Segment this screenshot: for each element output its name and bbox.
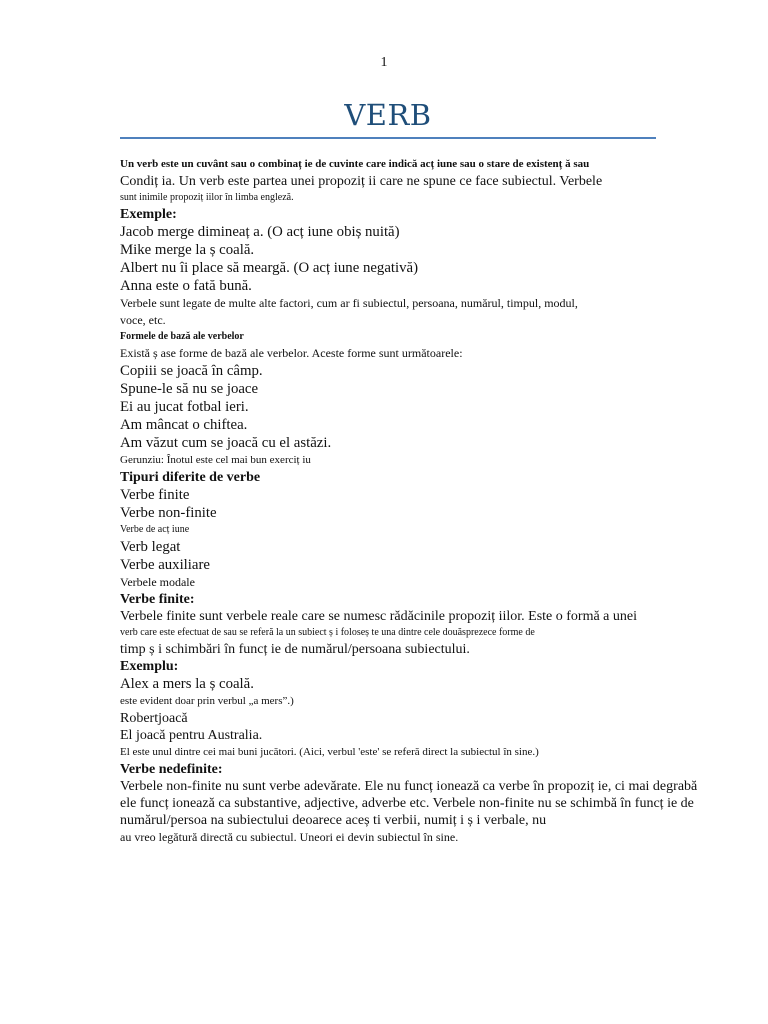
body-line: Verbe nedefinite:: [120, 762, 223, 777]
body-line: Exemplu:: [120, 659, 179, 674]
page-title: VERB: [344, 98, 432, 132]
body-line: Verbe de acț iune: [120, 524, 190, 535]
body-line: Am mâncat o chiftea.: [120, 417, 248, 433]
body-line: Verbe non-finite: [120, 505, 217, 521]
body-line: Verbele sunt legate de multe alte factori, cum ar fi subiectul, persoana, numărul, timpul, modul,: [120, 296, 578, 310]
body-line: ele funcț ionează ca substantive, adjective, adverbe etc. Verbele non-finite nu se schimbă în funcț ie de: [120, 796, 694, 811]
body-line: Condiț ia. Un verb este partea unei propoziț ii care ne spune ce face subiectul. Verbele: [120, 174, 603, 189]
body-line: sunt inimile propoziț iilor în limba engleză.: [120, 192, 294, 203]
body-line: Ei au jucat fotbal ieri.: [120, 399, 249, 415]
body-line: Tipuri diferite de verbe: [120, 470, 261, 485]
body-line: Gerunziu: Înotul este cel mai bun exerciț iu: [120, 454, 311, 466]
body-line: Copiii se joacă în câmp.: [120, 363, 263, 379]
body-line: Anna este o fată bună.: [120, 278, 252, 294]
body-line: Verbele finite sunt verbele reale care se numesc rădăcinile propoziț iilor. Este o formă a unei: [120, 609, 638, 624]
body-line: Un verb este un cuvânt sau o combinaț ie de cuvinte care indică acț iune sau o stare de existenț ă sau: [120, 158, 590, 170]
body-line: Există ș ase forme de bază ale verbelor. Aceste forme sunt următoarele:: [120, 346, 463, 360]
body-line: Verbe finite: [120, 487, 190, 503]
body-line: verb care este efectuat de sau se referă la un subiect ș i foloseș te una dintre cele douăsprezece forme de: [120, 627, 535, 638]
body-line: Verbe finite:: [120, 592, 195, 607]
body-line: numărul/persoa na subiectului deoarece aceș ti verbii, numiț i ș i verbale, nu: [120, 813, 547, 828]
body-line: Verbele modale: [120, 575, 195, 589]
body-line: voce, etc.: [120, 313, 166, 327]
body-line: Verbele non-finite nu sunt verbe adevărate. Ele nu funcț ionează ca verbe în propoziț ie, ci mai degrabă: [120, 779, 698, 794]
body-line: Spune-le să nu se joace: [120, 381, 259, 397]
body-line: Jacob merge dimineaț a. (O acț iune obiș nuită): [120, 224, 400, 240]
body-line: Verbe auxiliare: [120, 557, 210, 573]
body-line: Alex a mers la ș coală.: [120, 676, 254, 692]
body-line: El este unul dintre cei mai buni jucători. (Aici, verbul 'este' se referă direct la subiectul în sine.): [120, 746, 539, 758]
body-line: Am văzut cum se joacă cu el astăzi.: [120, 435, 332, 451]
body-line: Albert nu îi place să meargă. (O acț iune negativă): [120, 260, 419, 276]
page-number: 1: [380, 55, 388, 70]
body-line: timp ș i schimbări în funcț ie de numărul/persoana subiectului.: [120, 642, 470, 657]
body-line: Formele de bază ale verbelor: [120, 331, 244, 342]
body-line: este evident doar prin verbul „a mers”.): [120, 695, 294, 707]
body-line: Mike merge la ș coală.: [120, 242, 255, 258]
body-line: Exemple:: [120, 207, 177, 222]
document-body: [120, 156, 750, 846]
body-line: El joacă pentru Australia.: [120, 728, 263, 743]
body-line: Verb legat: [120, 539, 181, 555]
body-line: au vreo legătură directă cu subiectul. Uneori ei devin subiectul în sine.: [120, 830, 459, 844]
title-underline: [120, 137, 656, 139]
body-line: Robertjoacă: [120, 711, 188, 726]
